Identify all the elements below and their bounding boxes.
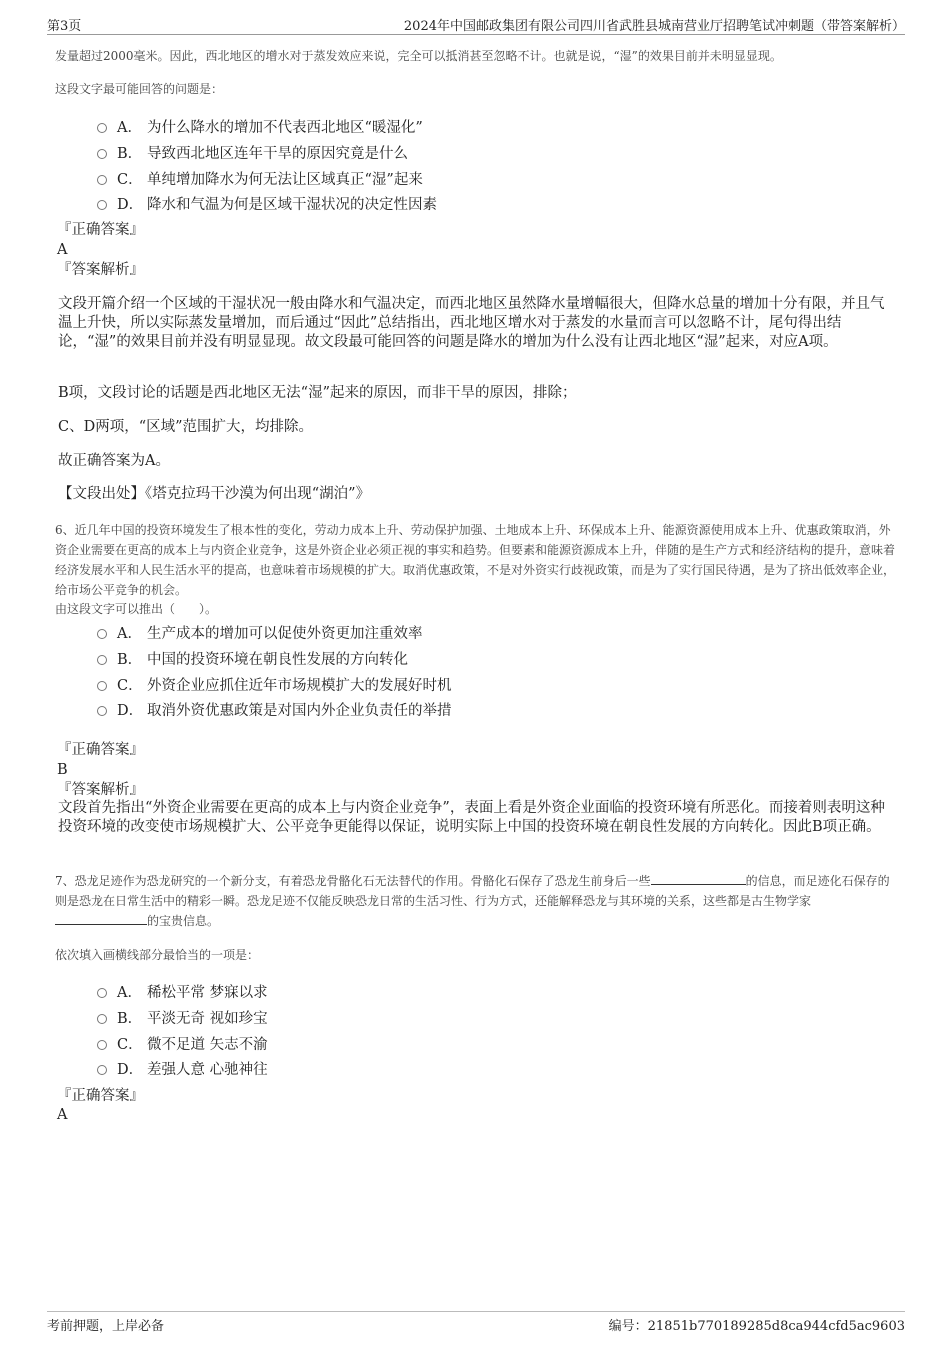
q6-prompt: 由这段文字可以推出（ ）。 xyxy=(55,602,218,616)
radio-icon[interactable] xyxy=(97,629,107,639)
q5-source: 【文段出处】《塔克拉玛干沙漠为何出现“湖泊”》 xyxy=(58,486,371,502)
q6-option-a[interactable]: A． 生产成本的增加可以促使外资更加注重效率 xyxy=(97,622,423,644)
q6-option-b[interactable]: B． 中国的投资环境在朝良性发展的方向转化 xyxy=(97,648,408,670)
page-number: 第3页 xyxy=(47,19,82,34)
q5-passage-end: 发量超过2000毫米。因此，西北地区的增水对于蒸发效应来说，完全可以抵消甚至忽略不计。也就是说，“湿”的效果目前并未明显显现。 xyxy=(55,49,782,63)
q5-option-b[interactable]: B． 导致西北地区连年干旱的原因究竟是什么 xyxy=(97,142,408,164)
q5-answer-label: 『正确答案』 xyxy=(57,222,144,238)
radio-icon[interactable] xyxy=(97,1065,107,1075)
q6-option-c[interactable]: C． 外资企业应抓住近年市场规模扩大的发展好时机 xyxy=(97,674,452,696)
q5-analysis-4: 故正确答案为A。 xyxy=(58,453,170,469)
document-title: 2024年中国邮政集团有限公司四川省武胜县城南营业厅招聘笔试冲刺题（带答案解析） xyxy=(403,19,905,34)
page-header xyxy=(47,14,905,35)
radio-icon[interactable] xyxy=(97,706,107,716)
q5-analysis-3: C、D两项，“区域”范围扩大，均排除。 xyxy=(58,419,314,435)
q7-option-b[interactable]: B． 平淡无奇 视如珍宝 xyxy=(97,1007,268,1029)
radio-icon[interactable] xyxy=(97,1014,107,1024)
q6-stem: 6、近几年中国的投资环境发生了根本性的变化，劳动力成本上升、劳动保护加强、土地成本上升、环保成本上升、能源资源使用成本上升、优惠政策取消，外资企业需要在更高的成本上与内资企业竞争，这是外资企业必须正视的事实和趋势。但要素和能源资源成本上升，伴随的是生产方式和经济结构的提升，意味着经济发展水平和人民生活水平的提高，也意味着市场规模的扩大。取消优惠政策，不是对外资实行歧视政策，而是为了实行国民待遇，是为了挤出低效率企业，给市场公平竞争的机会。 xyxy=(55,523,896,597)
q5-option-c[interactable]: C． 单纯增加降水为何无法让区域真正“湿”起来 xyxy=(97,168,423,190)
q5-analysis-2: B项，文段讨论的话题是西北地区无法“湿”起来的原因，而非干旱的原因，排除； xyxy=(58,385,577,401)
radio-icon[interactable] xyxy=(97,655,107,665)
q7-option-a[interactable]: A． 稀松平常 梦寐以求 xyxy=(97,981,268,1003)
radio-icon[interactable] xyxy=(97,1040,107,1050)
q6-option-d[interactable]: D． 取消外资优惠政策是对国内外企业负责任的举措 xyxy=(97,699,452,721)
footer-slogan: 考前押题，上岸必备 xyxy=(47,1319,165,1334)
radio-icon[interactable] xyxy=(97,988,107,998)
radio-icon[interactable] xyxy=(97,175,107,185)
q5-analysis-label: 『答案解析』 xyxy=(57,262,144,278)
q6-answer-label: 『正确答案』 xyxy=(57,742,144,758)
q6-analysis-label: 『答案解析』 xyxy=(57,782,144,798)
fill-blank-2 xyxy=(55,912,147,925)
radio-icon[interactable] xyxy=(97,200,107,210)
radio-icon[interactable] xyxy=(97,681,107,691)
q5-option-d[interactable]: D． 降水和气温为何是区域干湿状况的决定性因素 xyxy=(97,193,437,215)
q5-analysis-1: 文段开篇介绍一个区域的干湿状况一般由降水和气温决定，而西北地区虽然降水量增幅很大，但降水总量的增加十分有限，并且气温上升快，所以实际蒸发量增加，而后通过“因此”总结指出，西北地区增水对于蒸发的水量而言可以忽略不计，尾句得出结论，“湿”的效果目前并没有明显显现。故文段最可能回答的问题是降水的增加为什么没有让西北地区“湿”起来，对应A项。 xyxy=(58,296,885,350)
q7-option-d[interactable]: D． 差强人意 心驰神往 xyxy=(97,1058,268,1080)
q6-analysis: 文段首先指出“外资企业需要在更高的成本上与内资企业竞争”，表面上看是外资企业面临的投资环境有所恶化。而接着则表明这种投资环境的改变使市场规模扩大、公平竞争更能得以保证，说明实际上中国的投资环境在朝良性发展的方向转化。因此B项正确。 xyxy=(58,800,885,835)
q5-answer: A xyxy=(57,242,68,258)
q7-option-c[interactable]: C． 微不足道 矢志不渝 xyxy=(97,1033,268,1055)
document-id: 编号：21851b770189285d8ca944cfd5ac9603 xyxy=(608,1319,905,1334)
radio-icon[interactable] xyxy=(97,149,107,159)
q7-answer: A xyxy=(57,1107,68,1123)
page-footer xyxy=(47,1311,905,1334)
q5-prompt: 这段文字最可能回答的问题是： xyxy=(55,82,224,96)
q7-answer-label: 『正确答案』 xyxy=(57,1088,144,1104)
q7-stem: 7、恐龙足迹作为恐龙研究的一个新分支，有着恐龙骨骼化石无法替代的作用。骨骼化石保存了恐龙生前身后一些 的信息，而足迹化石保存的则是恐龙在日常生活中的精彩一瞬。恐龙足迹不仅能反映恐龙日常的生活习性、行为方式，还能解释恐龙与其环境的关系，这些都是古生物学家的宝贵信息。 xyxy=(55,874,890,928)
q7-prompt: 依次填入画横线部分最恰当的一项是： xyxy=(55,948,260,962)
q6-answer: B xyxy=(57,762,68,778)
q5-option-a[interactable]: A． 为什么降水的增加不代表西北地区“暖湿化” xyxy=(97,116,423,138)
radio-icon[interactable] xyxy=(97,123,107,133)
fill-blank-1 xyxy=(651,872,746,885)
